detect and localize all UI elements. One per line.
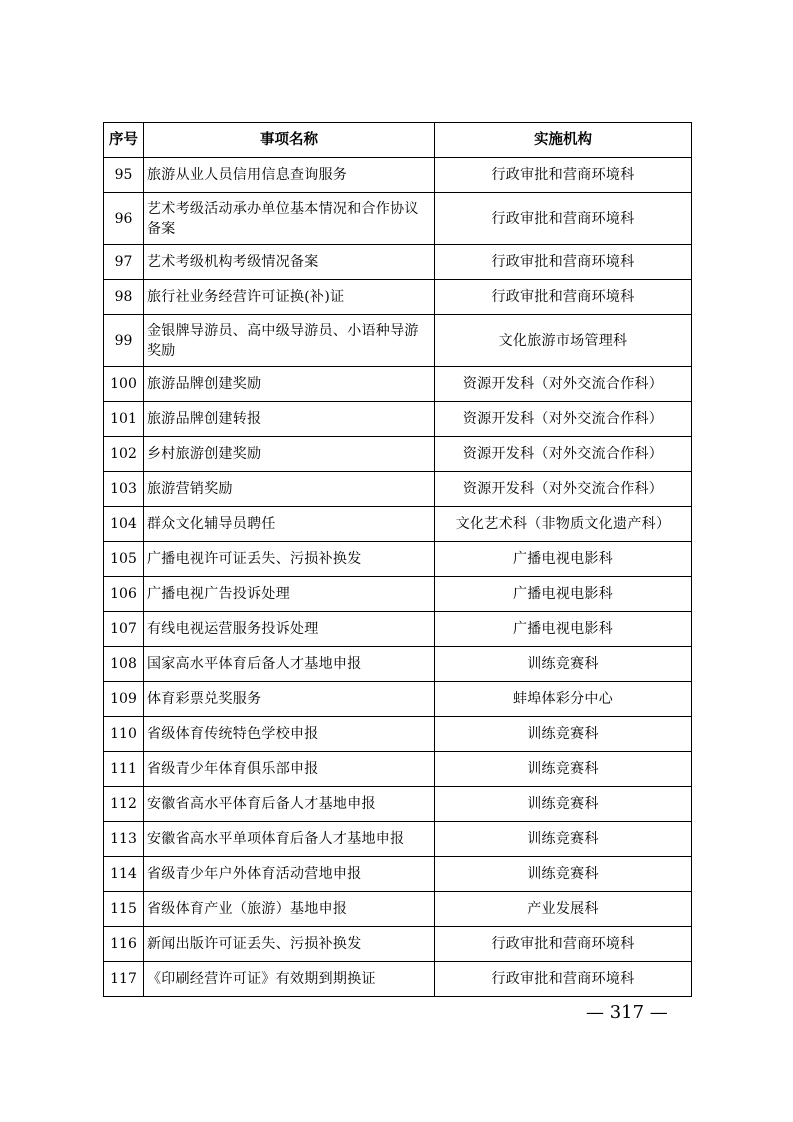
table-row xyxy=(104,962,692,997)
row-serial: 114 xyxy=(104,857,144,892)
table-row xyxy=(104,472,692,507)
row-agency: 行政审批和营商环境科 xyxy=(435,280,692,315)
row-serial: 97 xyxy=(104,245,144,280)
row-agency: 文化旅游市场管理科 xyxy=(435,315,692,367)
row-item-name: 省级体育产业（旅游）基地申报 xyxy=(144,892,435,927)
row-serial: 102 xyxy=(104,437,144,472)
header-serial: 序号 xyxy=(104,123,144,158)
row-item-name: 《印刷经营许可证》有效期到期换证 xyxy=(144,962,435,997)
row-serial: 96 xyxy=(104,193,144,245)
row-serial: 101 xyxy=(104,402,144,437)
table-row xyxy=(104,402,692,437)
row-serial: 113 xyxy=(104,822,144,857)
table-row xyxy=(104,752,692,787)
table-row xyxy=(104,822,692,857)
row-agency: 行政审批和营商环境科 xyxy=(435,158,692,193)
row-item-name: 旅游营销奖励 xyxy=(144,472,435,507)
row-serial: 100 xyxy=(104,367,144,402)
page-number: — 317 — xyxy=(586,1002,668,1023)
row-serial: 106 xyxy=(104,577,144,612)
table-row xyxy=(104,315,692,367)
row-agency: 文化艺术科（非物质文化遗产科） xyxy=(435,507,692,542)
row-item-name: 艺术考级活动承办单位基本情况和合作协议备案 xyxy=(144,193,435,245)
row-serial: 103 xyxy=(104,472,144,507)
row-item-name: 省级体育传统特色学校申报 xyxy=(144,717,435,752)
row-agency: 训练竞赛科 xyxy=(435,647,692,682)
row-item-name: 广播电视许可证丢失、污损补换发 xyxy=(144,542,435,577)
table-row xyxy=(104,647,692,682)
row-serial: 108 xyxy=(104,647,144,682)
row-serial: 111 xyxy=(104,752,144,787)
row-agency: 资源开发科（对外交流合作科） xyxy=(435,472,692,507)
row-agency: 行政审批和营商环境科 xyxy=(435,193,692,245)
table-header-row xyxy=(104,123,692,158)
row-item-name: 旅游从业人员信用信息查询服务 xyxy=(144,158,435,193)
row-item-name: 旅行社业务经营许可证换(补)证 xyxy=(144,280,435,315)
row-serial: 105 xyxy=(104,542,144,577)
row-item-name: 乡村旅游创建奖励 xyxy=(144,437,435,472)
table-row xyxy=(104,682,692,717)
items-table xyxy=(103,122,692,997)
table-row xyxy=(104,577,692,612)
header-item-name: 事项名称 xyxy=(144,123,435,158)
table-row xyxy=(104,193,692,245)
row-item-name: 新闻出版许可证丢失、污损补换发 xyxy=(144,927,435,962)
row-agency: 资源开发科（对外交流合作科） xyxy=(435,367,692,402)
table-row xyxy=(104,280,692,315)
row-agency: 行政审批和营商环境科 xyxy=(435,962,692,997)
row-agency: 广播电视电影科 xyxy=(435,577,692,612)
table-row xyxy=(104,717,692,752)
row-item-name: 体育彩票兑奖服务 xyxy=(144,682,435,717)
table-row xyxy=(104,437,692,472)
row-item-name: 国家高水平体育后备人才基地申报 xyxy=(144,647,435,682)
row-serial: 104 xyxy=(104,507,144,542)
row-agency: 资源开发科（对外交流合作科） xyxy=(435,402,692,437)
row-item-name: 广播电视广告投诉处理 xyxy=(144,577,435,612)
row-agency: 行政审批和营商环境科 xyxy=(435,927,692,962)
table-row xyxy=(104,367,692,402)
row-agency: 训练竞赛科 xyxy=(435,752,692,787)
row-item-name: 省级青少年户外体育活动营地申报 xyxy=(144,857,435,892)
table-row xyxy=(104,507,692,542)
row-serial: 98 xyxy=(104,280,144,315)
row-serial: 99 xyxy=(104,315,144,367)
row-agency: 产业发展科 xyxy=(435,892,692,927)
table-row xyxy=(104,787,692,822)
row-item-name: 艺术考级机构考级情况备案 xyxy=(144,245,435,280)
row-serial: 95 xyxy=(104,158,144,193)
table-row xyxy=(104,857,692,892)
table-row xyxy=(104,245,692,280)
row-agency: 训练竞赛科 xyxy=(435,787,692,822)
row-agency: 训练竞赛科 xyxy=(435,822,692,857)
row-agency: 广播电视电影科 xyxy=(435,542,692,577)
row-item-name: 省级青少年体育俱乐部申报 xyxy=(144,752,435,787)
row-agency: 行政审批和营商环境科 xyxy=(435,245,692,280)
table-row xyxy=(104,158,692,193)
row-item-name: 群众文化辅导员聘任 xyxy=(144,507,435,542)
row-item-name: 旅游品牌创建奖励 xyxy=(144,367,435,402)
table-row xyxy=(104,612,692,647)
row-item-name: 安徽省高水平单项体育后备人才基地申报 xyxy=(144,822,435,857)
row-serial: 107 xyxy=(104,612,144,647)
table-row xyxy=(104,542,692,577)
table-row xyxy=(104,927,692,962)
row-serial: 109 xyxy=(104,682,144,717)
row-serial: 116 xyxy=(104,927,144,962)
header-agency: 实施机构 xyxy=(435,123,692,158)
row-agency: 训练竞赛科 xyxy=(435,717,692,752)
row-serial: 112 xyxy=(104,787,144,822)
row-agency: 蚌埠体彩分中心 xyxy=(435,682,692,717)
row-agency: 资源开发科（对外交流合作科） xyxy=(435,437,692,472)
table-row xyxy=(104,892,692,927)
row-item-name: 旅游品牌创建转报 xyxy=(144,402,435,437)
row-agency: 广播电视电影科 xyxy=(435,612,692,647)
row-item-name: 安徽省高水平体育后备人才基地申报 xyxy=(144,787,435,822)
row-item-name: 有线电视运营服务投诉处理 xyxy=(144,612,435,647)
row-serial: 117 xyxy=(104,962,144,997)
row-item-name: 金银牌导游员、高中级导游员、小语种导游奖励 xyxy=(144,315,435,367)
row-serial: 115 xyxy=(104,892,144,927)
row-agency: 训练竞赛科 xyxy=(435,857,692,892)
row-serial: 110 xyxy=(104,717,144,752)
